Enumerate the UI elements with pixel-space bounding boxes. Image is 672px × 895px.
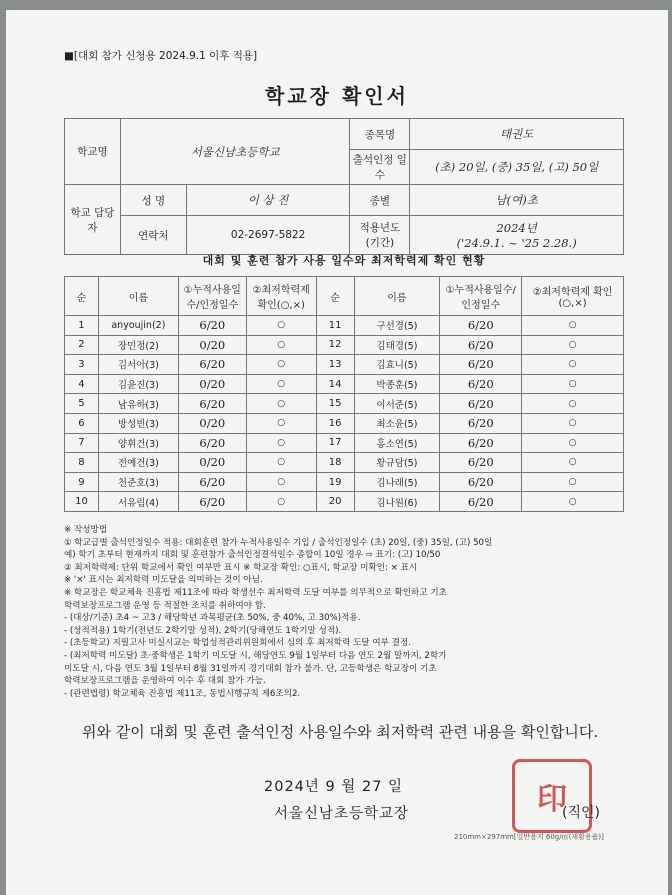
cell-name: 방성빈(3) — [98, 413, 178, 433]
table-row — [65, 472, 624, 492]
cell-check: ○ — [522, 472, 624, 492]
school-label: 학교명 — [65, 119, 121, 185]
gender-value: 남(여)초 — [410, 185, 624, 216]
cell-days: 6/20 — [178, 492, 246, 512]
header-check: ②최저학력제 확인(○,×) — [522, 277, 624, 316]
confirmation-text: 위와 같이 대회 및 훈련 출석인정 사용일수와 최저학력 관련 내용을 확인합니다. — [82, 723, 599, 741]
cell-name: 김나래(5) — [354, 472, 440, 492]
cell-name: 박종훈(5) — [354, 374, 440, 394]
cell-days: 6/20 — [440, 453, 522, 473]
cell-check: ○ — [246, 335, 316, 355]
note-line: ※ '×' 표시는 최저학력 미도달을 의미하는 것이 아님. — [64, 575, 263, 586]
cell-check: ○ — [522, 355, 624, 375]
cell-check: ○ — [522, 453, 624, 473]
cell-check: ○ — [246, 453, 316, 473]
header-name: 이름 — [354, 277, 440, 316]
header-note: ■[대회 참가 신청용 2024.9.1 이후 적용] — [64, 50, 258, 62]
cell-name: 황규담(5) — [354, 453, 440, 473]
cell-check: ○ — [246, 492, 316, 512]
cell-name: anyoujin(2) — [98, 316, 178, 336]
cell-days: 6/20 — [440, 374, 522, 394]
cell-no: 1 — [65, 316, 99, 336]
cell-no: 15 — [316, 394, 354, 414]
cell-no: 16 — [316, 413, 354, 433]
cell-no: 13 — [316, 355, 354, 375]
official-seal-icon: 印 — [512, 759, 592, 833]
cell-no: 2 — [65, 335, 99, 355]
event-value: 태권도 — [410, 119, 624, 150]
cell-check: ○ — [522, 374, 624, 394]
cell-name: 김서아(3) — [98, 355, 178, 375]
cell-no: 18 — [316, 453, 354, 473]
header-no: 순 — [65, 277, 99, 316]
cell-check: ○ — [246, 394, 316, 414]
cell-no: 5 — [65, 394, 99, 414]
table-row — [65, 413, 624, 433]
cell-check: ○ — [522, 394, 624, 414]
cell-check: ○ — [522, 492, 624, 512]
note-line: ※ 학교장은 학교체육 진흥법 제11조에 따라 학생선수 최저학력 도달 여부를 의무적으로 확인하고 기초 — [64, 587, 447, 598]
note-line: - (초등학교) 지필고사 미실시교는 학업성적관리위원회에서 심의 후 최저학력 도달 여부 결정. — [64, 638, 412, 649]
cell-days: 0/20 — [178, 335, 246, 355]
info-table — [64, 118, 624, 255]
cell-name: 김태경(5) — [354, 335, 440, 355]
cell-no: 20 — [316, 492, 354, 512]
cell-name: 장민정(2) — [98, 335, 178, 355]
event-label: 종목명 — [350, 119, 410, 150]
cell-no: 7 — [65, 433, 99, 453]
table-row — [65, 492, 624, 512]
period-value: ('24.9.1. ~ '25 2.28.) — [456, 236, 577, 250]
section-title: 대회 및 훈련 참가 사용 일수와 최저학력제 확인 현황 — [202, 254, 486, 267]
cell-check: ○ — [522, 316, 624, 336]
document-title: 학교장 확인서 — [265, 84, 409, 108]
note-line: ※ 작성방법 — [64, 525, 108, 535]
cell-name: 양휘건(3) — [98, 433, 178, 453]
cell-check: ○ — [246, 413, 316, 433]
school-name: 서울신남초등학교 — [120, 119, 350, 185]
cell-check: ○ — [246, 316, 316, 336]
cell-days: 6/20 — [178, 433, 246, 453]
cell-no: 3 — [65, 355, 99, 375]
note-line: - (최저학력 미도달) 초·중학생은 1학기 미도달 시, 해당연도 9월 1일부터 다음 연도 2월 말까지, 2학기 — [64, 650, 447, 661]
cell-days: 6/20 — [440, 433, 522, 453]
cell-days: 6/20 — [178, 355, 246, 375]
name-label: 성 명 — [120, 185, 186, 216]
cell-days: 0/20 — [178, 453, 246, 473]
instructions-notes — [64, 524, 624, 700]
cell-no: 12 — [316, 335, 354, 355]
cell-no: 8 — [65, 453, 99, 473]
days-value: (초) 20일, (중) 35일, (고) 50일 — [410, 150, 624, 185]
note-line: 학력보장프로그램을 운영하여 이수 후 대회 참가 가능. — [64, 676, 266, 687]
cell-name: 김윤진(3) — [98, 374, 178, 394]
note-line: ② 최저학력제: 단위 학교에서 확인 여부만 표시 ※ 학교장 확인: ○표시, 학교장 미확인: × 표시 — [64, 562, 418, 573]
note-line: - (대상/기준) 초4 ~ 고3 / 해당학년 과목평균(초 50%, 중 40%, 고 30%)적용. — [64, 613, 361, 624]
cell-no: 6 — [65, 413, 99, 433]
cell-days: 0/20 — [178, 374, 246, 394]
signature-date: 2024년 9 월 27 일 — [264, 779, 404, 795]
cell-check: ○ — [246, 355, 316, 375]
cell-name: 서유림(4) — [98, 492, 178, 512]
table-row — [65, 433, 624, 453]
cell-check: ○ — [522, 335, 624, 355]
cell-days: 6/20 — [440, 472, 522, 492]
cell-name: 천준호(3) — [98, 472, 178, 492]
table-row — [65, 316, 624, 336]
cell-days: 6/20 — [440, 316, 522, 336]
cell-no: 17 — [316, 433, 354, 453]
note-line: 학력보장프로그램 운영 등 적절한 조치를 취하여야 함. — [64, 600, 266, 611]
name-value: 이 상 진 — [186, 185, 350, 216]
header-check: ②최저학력제 확인(○,×) — [246, 277, 316, 316]
cell-days: 6/20 — [178, 394, 246, 414]
year-value: 2024년 — [496, 221, 537, 235]
table-row — [65, 394, 624, 414]
cell-days: 6/20 — [178, 316, 246, 336]
cell-days: 6/20 — [440, 492, 522, 512]
cell-check: ○ — [522, 413, 624, 433]
note-line: 예) 학기 초부터 현재까지 대회 및 훈련참가 출석인정결석일수 종합이 10일 경우 ⇨ 표기: (고) 10/50 — [64, 550, 441, 561]
gender-label: 종별 — [350, 185, 410, 216]
contact-value: 02-2697-5822 — [186, 216, 350, 255]
header-name: 이름 — [98, 277, 178, 316]
cell-check: ○ — [246, 374, 316, 394]
cell-name: 남유하(3) — [98, 394, 178, 414]
cell-check: ○ — [246, 433, 316, 453]
cell-no: 4 — [65, 374, 99, 394]
manager-label: 학교 담당자 — [65, 185, 121, 255]
cell-no: 11 — [316, 316, 354, 336]
table-row — [65, 453, 624, 473]
cell-days: 6/20 — [440, 335, 522, 355]
cell-name: 전예건(3) — [98, 453, 178, 473]
participation-table — [64, 276, 624, 512]
participation-rows — [65, 316, 624, 512]
cell-name: 김효니(5) — [354, 355, 440, 375]
cell-name: 김나원(6) — [354, 492, 440, 512]
days-label: 출석인정 일수 — [350, 150, 410, 185]
table-row — [65, 355, 624, 375]
cell-name: 홍소연(5) — [354, 433, 440, 453]
document-page — [6, 10, 668, 895]
cell-no: 9 — [65, 472, 99, 492]
contact-label: 연락처 — [120, 216, 186, 255]
note-line: - (성적적용) 1학기(전년도 2학기말 성적), 2학기(당해연도 1학기말 성적). — [64, 625, 342, 636]
cell-no: 10 — [65, 492, 99, 512]
cell-name: 이서준(5) — [354, 394, 440, 414]
note-line: 미도달 시, 다음 연도 3월 1일부터 8월 31일까지 경기대회 참가 불가. 단, 고등학생은 학교장이 기초 — [64, 663, 437, 674]
cell-days: 6/20 — [178, 472, 246, 492]
header-no: 순 — [316, 277, 354, 316]
cell-days: 6/20 — [440, 394, 522, 414]
cell-days: 6/20 — [440, 355, 522, 375]
cell-check: ○ — [522, 433, 624, 453]
paper-spec-footer: 210mm×297mm[일반용지 60g/㎡(재활용품)] — [454, 833, 604, 841]
cell-no: 14 — [316, 374, 354, 394]
seal-label: (직인) — [562, 805, 600, 821]
cell-days: 6/20 — [440, 413, 522, 433]
cell-days: 0/20 — [178, 413, 246, 433]
cell-check: ○ — [246, 472, 316, 492]
note-line: ① 학교급별 출석인정일수 적용: 대회훈련 참가 누적사용일수 기입 / 출석인정일수 (초) 20일, (중) 35일, (고) 50일 — [64, 537, 493, 548]
year-label: 적용년도 (기간) — [350, 216, 410, 255]
note-line: - (관련법령) 학교체육 진흥법 제11조, 동법시행규칙 제6조의2. — [64, 688, 301, 699]
principal-signature: 서울신남초등학교장 — [274, 806, 410, 822]
table-row — [65, 335, 624, 355]
cell-name: 최소윤(5) — [354, 413, 440, 433]
table-row — [65, 374, 624, 394]
cell-name: 구선경(5) — [354, 316, 440, 336]
year-cell — [410, 216, 624, 255]
header-days: ①누적사용일수/인정일수 — [178, 277, 246, 316]
cell-no: 19 — [316, 472, 354, 492]
header-days: ①누적사용일수/인정일수 — [440, 277, 522, 316]
